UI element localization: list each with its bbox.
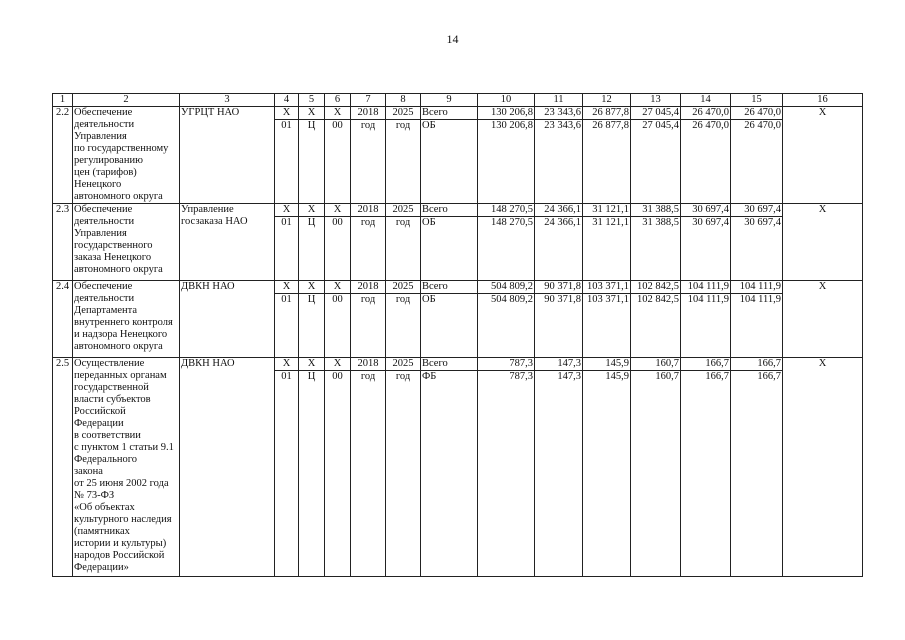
column-header-2: 2	[73, 94, 180, 107]
activity-name-line: от 25 июня 2002 года	[74, 478, 169, 489]
cell-c11: 147,3	[535, 371, 583, 577]
cell-c9: ФБ	[421, 371, 478, 577]
row-number: 2.3	[53, 204, 73, 281]
activity-name-line: деятельности	[74, 293, 135, 304]
cell-c16: Х	[783, 358, 863, 577]
row-number: 2.5	[53, 358, 73, 577]
activity-name-line: культурного наследия	[74, 514, 172, 525]
cell-c12: 31 121,1	[583, 217, 631, 281]
cell-c6: Х	[325, 358, 351, 371]
cell-c6: 00	[325, 294, 351, 358]
cell-c13: 102 842,5	[631, 281, 681, 294]
cell-c5: Х	[299, 358, 325, 371]
cell-c8: 2025	[386, 107, 421, 120]
cell-c11: 24 366,1	[535, 204, 583, 217]
activity-name-line: Федерального	[74, 454, 138, 465]
cell-c15: 30 697,4	[731, 204, 783, 217]
cell-c8: год	[386, 217, 421, 281]
cell-c12: 145,9	[583, 371, 631, 577]
cell-c12: 26 877,8	[583, 107, 631, 120]
cell-c13: 31 388,5	[631, 217, 681, 281]
cell-c8: 2025	[386, 204, 421, 217]
cell-c5: Ц	[299, 120, 325, 204]
activity-name-line: Обеспечение	[74, 281, 133, 292]
activity-name-line: по государственному	[74, 143, 169, 154]
column-header-8: 8	[386, 94, 421, 107]
activity-name-line: № 73-ФЗ	[74, 490, 115, 501]
cell-c6: Х	[325, 281, 351, 294]
executor	[180, 204, 275, 281]
cell-c8: год	[386, 120, 421, 204]
cell-c5: Ц	[299, 294, 325, 358]
cell-c7: год	[351, 294, 386, 358]
activity-name-line: внутреннего контроля	[74, 317, 173, 328]
cell-c10: 130 206,8	[478, 107, 535, 120]
cell-c4: Х	[275, 204, 299, 217]
executor	[180, 281, 275, 358]
cell-c4: 01	[275, 294, 299, 358]
cell-c7: год	[351, 217, 386, 281]
activity-name	[73, 281, 180, 358]
activity-name-line: Департамента	[74, 305, 138, 316]
cell-c7: год	[351, 120, 386, 204]
activity-name-line: государственного	[74, 240, 153, 251]
activity-name-line: деятельности	[74, 216, 135, 227]
activity-name-line: Осуществление	[74, 358, 145, 369]
activity-name-line: регулированию	[74, 155, 143, 166]
executor	[180, 107, 275, 204]
cell-c14: 104 111,9	[681, 281, 731, 294]
activity-name	[73, 204, 180, 281]
activity-name-line: (памятниках	[74, 526, 130, 537]
cell-c7: 2018	[351, 107, 386, 120]
column-header-14: 14	[681, 94, 731, 107]
cell-c10: 148 270,5	[478, 217, 535, 281]
executor-line: Управление	[181, 204, 234, 215]
cell-c13: 27 045,4	[631, 120, 681, 204]
column-header-12: 12	[583, 94, 631, 107]
cell-c13: 160,7	[631, 371, 681, 577]
cell-c16: Х	[783, 281, 863, 358]
activity-name-line: переданных органам	[74, 370, 167, 381]
column-header-5: 5	[299, 94, 325, 107]
activity-name-line: в соответствии	[74, 430, 141, 441]
table-row	[53, 358, 863, 371]
cell-c7: год	[351, 371, 386, 577]
cell-c11: 23 343,6	[535, 120, 583, 204]
cell-c4: 01	[275, 217, 299, 281]
executor-line: ДВКН НАО	[181, 358, 235, 369]
cell-c9: Всего	[421, 281, 478, 294]
cell-c5: Ц	[299, 217, 325, 281]
cell-c6: Х	[325, 204, 351, 217]
cell-c9: ОБ	[421, 217, 478, 281]
column-header-1: 1	[53, 94, 73, 107]
cell-c10: 148 270,5	[478, 204, 535, 217]
activity-name-line: Ненецкого	[74, 179, 122, 190]
row-number: 2.2	[53, 107, 73, 204]
cell-c12: 103 371,1	[583, 281, 631, 294]
activity-name-line: истории и культуры)	[74, 538, 167, 549]
cell-c13: 160,7	[631, 358, 681, 371]
activity-name-line: автономного округа	[74, 191, 163, 202]
activity-name	[73, 358, 180, 577]
activity-name-line: народов Российской	[74, 550, 165, 561]
executor	[180, 358, 275, 577]
activity-name-line: Федерации	[74, 418, 124, 429]
cell-c10: 787,3	[478, 358, 535, 371]
cell-c14: 104 111,9	[681, 294, 731, 358]
cell-c14: 30 697,4	[681, 217, 731, 281]
cell-c4: 01	[275, 120, 299, 204]
cell-c6: 00	[325, 120, 351, 204]
cell-c16: Х	[783, 204, 863, 281]
cell-c6: Х	[325, 107, 351, 120]
cell-c5: Х	[299, 107, 325, 120]
cell-c11: 24 366,1	[535, 217, 583, 281]
activity-name-line: Российской	[74, 406, 126, 417]
cell-c11: 90 371,8	[535, 294, 583, 358]
executor-line: ДВКН НАО	[181, 281, 235, 292]
column-header-13: 13	[631, 94, 681, 107]
table-row	[53, 281, 863, 294]
cell-c7: 2018	[351, 204, 386, 217]
cell-c5: Х	[299, 204, 325, 217]
activity-name	[73, 107, 180, 204]
cell-c14: 26 470,0	[681, 107, 731, 120]
cell-c4: Х	[275, 281, 299, 294]
cell-c9: ОБ	[421, 294, 478, 358]
column-header-10: 10	[478, 94, 535, 107]
table-row	[53, 107, 863, 120]
column-header-15: 15	[731, 94, 783, 107]
cell-c15: 166,7	[731, 358, 783, 371]
column-header-7: 7	[351, 94, 386, 107]
cell-c8: год	[386, 371, 421, 577]
table-header-row	[53, 94, 863, 107]
cell-c9: Всего	[421, 358, 478, 371]
activity-name-line: Управления	[74, 228, 127, 239]
cell-c15: 30 697,4	[731, 217, 783, 281]
cell-c13: 31 388,5	[631, 204, 681, 217]
cell-c4: Х	[275, 107, 299, 120]
activity-name-line: «Об объектах	[74, 502, 135, 513]
budget-table	[52, 93, 863, 577]
cell-c12: 103 371,1	[583, 294, 631, 358]
cell-c13: 102 842,5	[631, 294, 681, 358]
activity-name-line: и надзора Ненецкого	[74, 329, 168, 340]
executor-line: госзаказа НАО	[181, 216, 248, 227]
cell-c15: 166,7	[731, 371, 783, 577]
cell-c9: Всего	[421, 107, 478, 120]
cell-c11: 90 371,8	[535, 281, 583, 294]
activity-name-line: Управления	[74, 131, 127, 142]
cell-c14: 166,7	[681, 371, 731, 577]
cell-c11: 23 343,6	[535, 107, 583, 120]
activity-name-line: деятельности	[74, 119, 135, 130]
activity-name-line: автономного округа	[74, 341, 163, 352]
cell-c6: 00	[325, 217, 351, 281]
cell-c16: Х	[783, 107, 863, 204]
column-header-11: 11	[535, 94, 583, 107]
cell-c15: 26 470,0	[731, 107, 783, 120]
activity-name-line: заказа Ненецкого	[74, 252, 152, 263]
page-number: 14	[446, 32, 459, 46]
column-header-4: 4	[275, 94, 299, 107]
cell-c15: 26 470,0	[731, 120, 783, 204]
cell-c5: Х	[299, 281, 325, 294]
cell-c12: 26 877,8	[583, 120, 631, 204]
activity-name-line: Обеспечение	[74, 107, 133, 118]
cell-c10: 787,3	[478, 371, 535, 577]
table-row	[53, 204, 863, 217]
cell-c12: 31 121,1	[583, 204, 631, 217]
cell-c5: Ц	[299, 371, 325, 577]
cell-c13: 27 045,4	[631, 107, 681, 120]
cell-c14: 26 470,0	[681, 120, 731, 204]
executor-line: УГРЦТ НАО	[181, 107, 240, 118]
activity-name-line: закона	[74, 466, 103, 477]
cell-c4: Х	[275, 358, 299, 371]
activity-name-line: Федерации»	[74, 562, 129, 573]
activity-name-line: с пунктом 1 статьи 9.1	[74, 442, 174, 453]
activity-name-line: автономного округа	[74, 264, 163, 275]
activity-name-line: государственной	[74, 382, 149, 393]
cell-c7: 2018	[351, 281, 386, 294]
cell-c10: 130 206,8	[478, 120, 535, 204]
cell-c15: 104 111,9	[731, 281, 783, 294]
cell-c9: ОБ	[421, 120, 478, 204]
cell-c14: 166,7	[681, 358, 731, 371]
cell-c6: 00	[325, 371, 351, 577]
cell-c8: 2025	[386, 358, 421, 371]
cell-c12: 145,9	[583, 358, 631, 371]
cell-c14: 30 697,4	[681, 204, 731, 217]
cell-c4: 01	[275, 371, 299, 577]
column-header-16: 16	[783, 94, 863, 107]
activity-name-line: цен (тарифов)	[74, 167, 137, 178]
cell-c11: 147,3	[535, 358, 583, 371]
cell-c8: 2025	[386, 281, 421, 294]
cell-c10: 504 809,2	[478, 294, 535, 358]
row-number: 2.4	[53, 281, 73, 358]
column-header-6: 6	[325, 94, 351, 107]
cell-c7: 2018	[351, 358, 386, 371]
cell-c8: год	[386, 294, 421, 358]
cell-c10: 504 809,2	[478, 281, 535, 294]
cell-c15: 104 111,9	[731, 294, 783, 358]
activity-name-line: власти субъектов	[74, 394, 151, 405]
activity-name-line: Обеспечение	[74, 204, 133, 215]
column-header-9: 9	[421, 94, 478, 107]
cell-c9: Всего	[421, 204, 478, 217]
column-header-3: 3	[180, 94, 275, 107]
